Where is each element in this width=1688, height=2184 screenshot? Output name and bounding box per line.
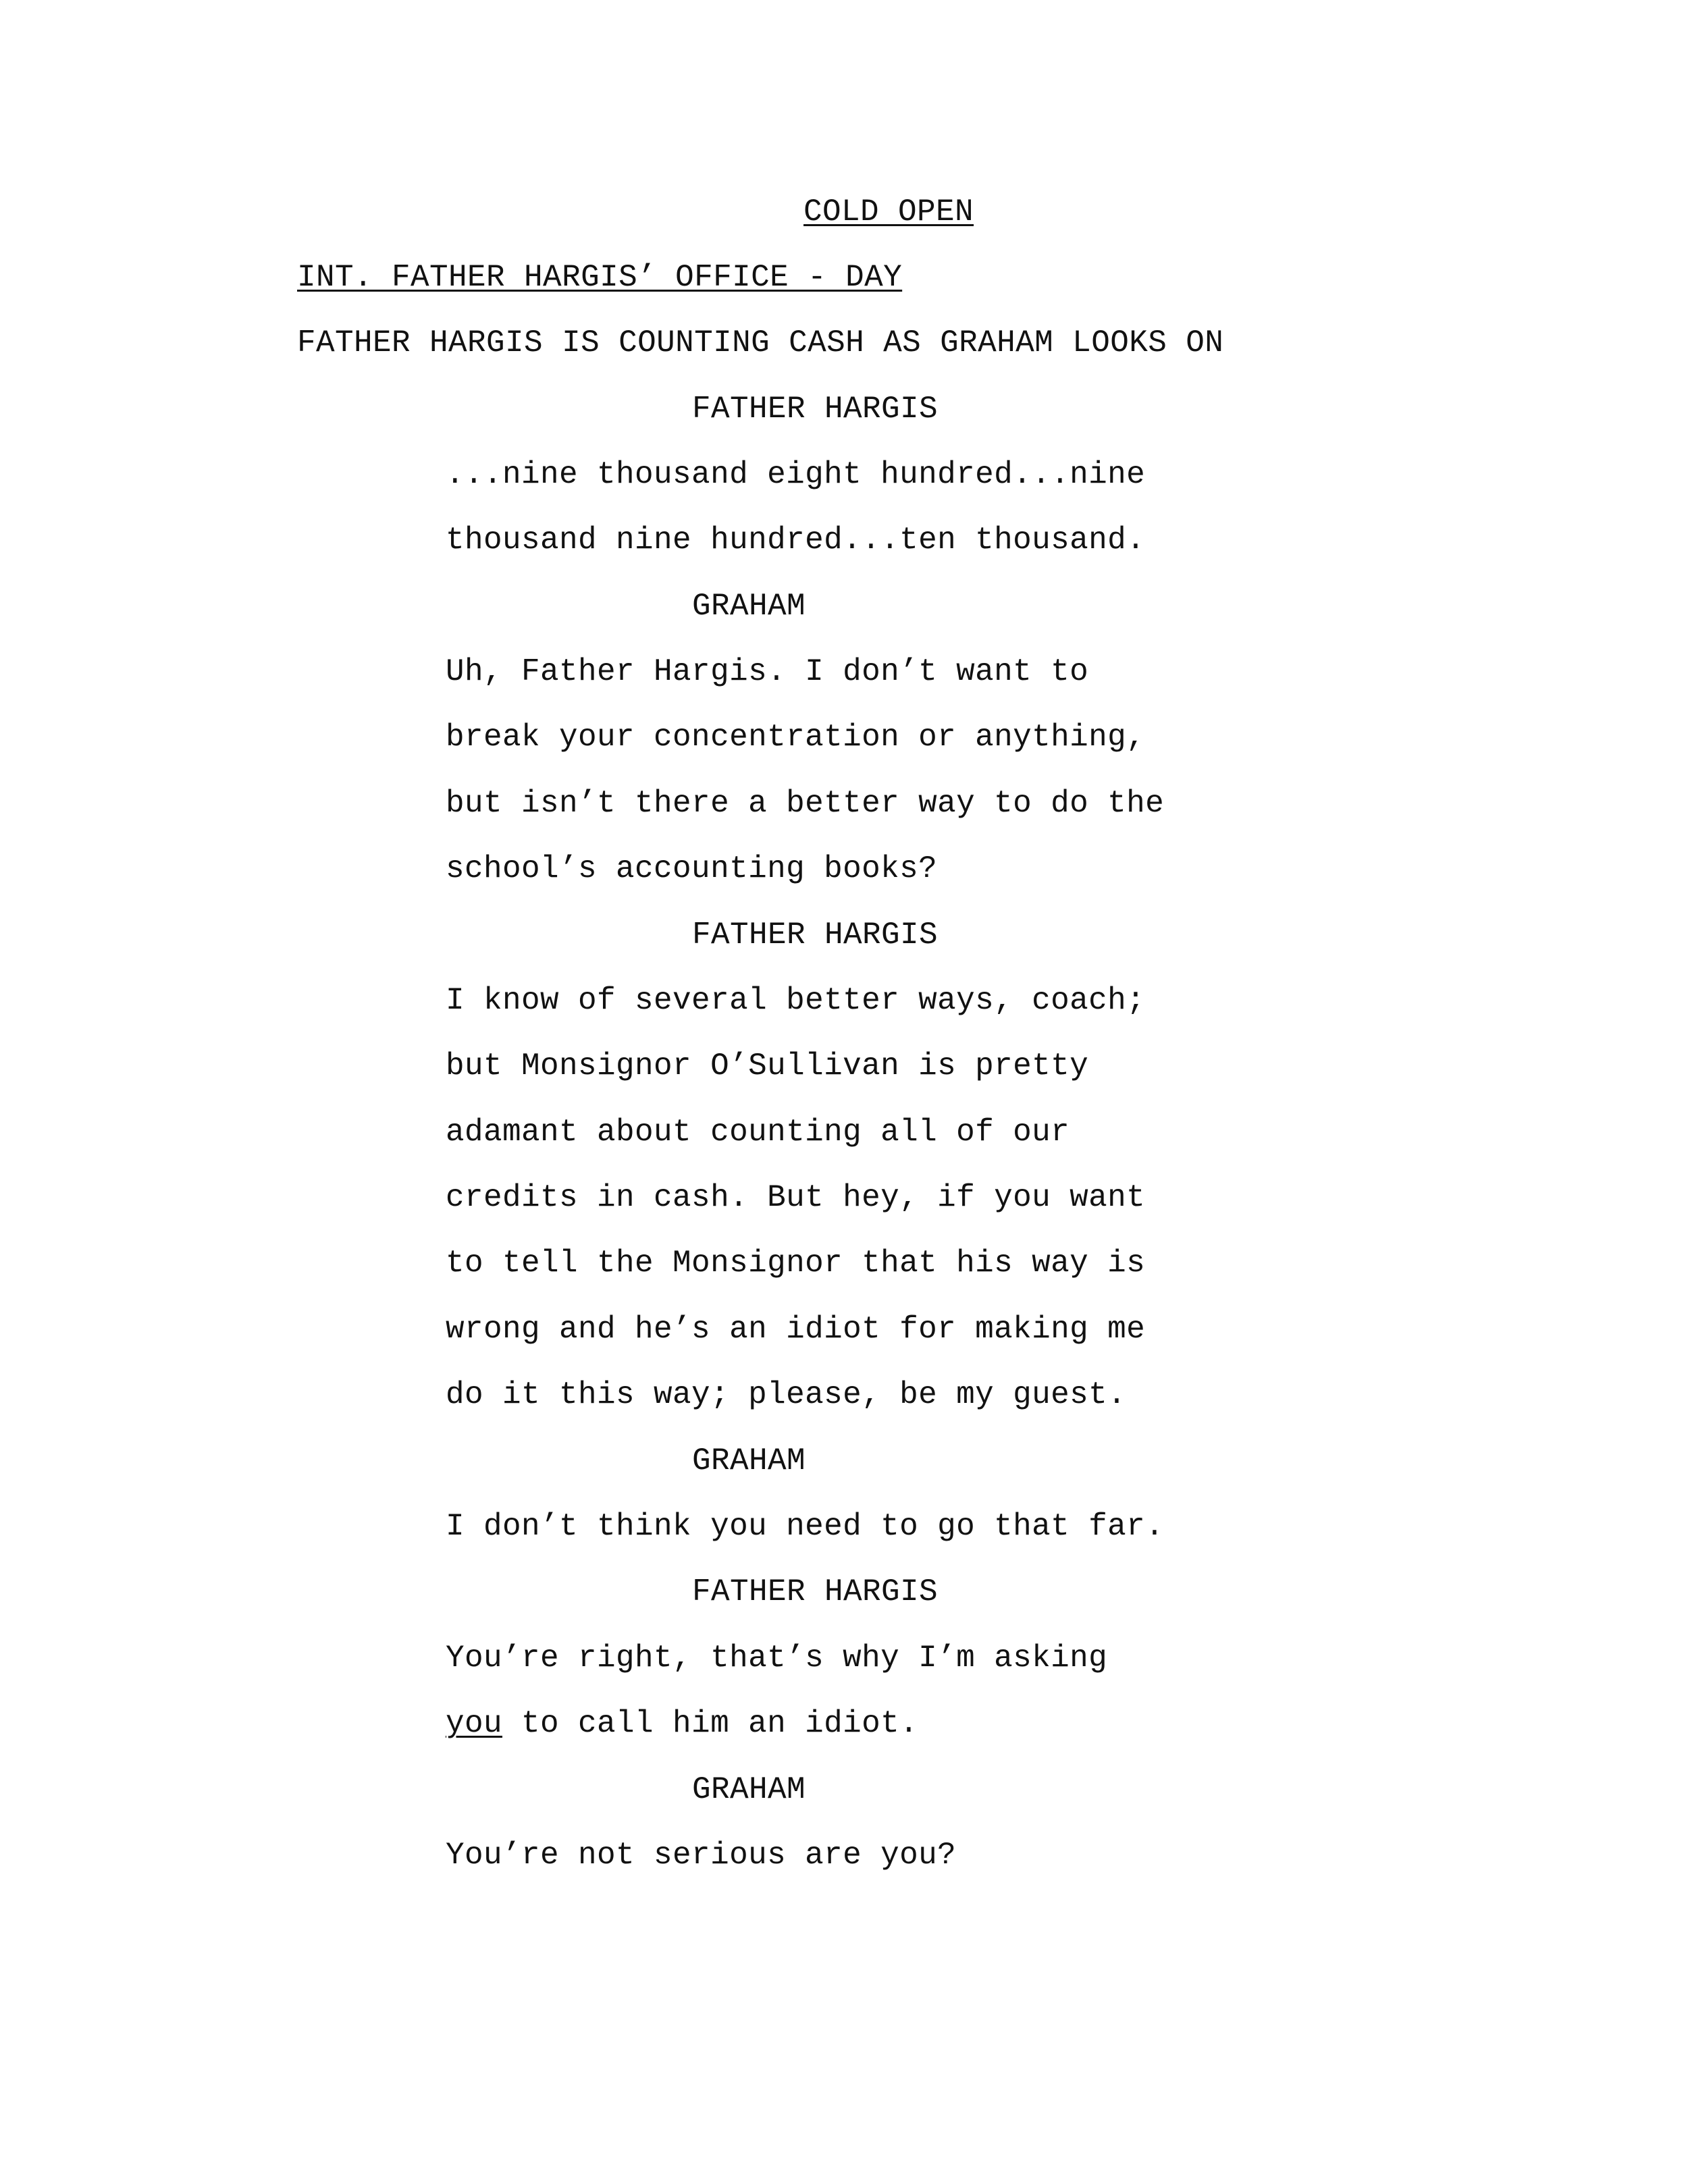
section-header: COLD OPEN xyxy=(803,194,974,230)
dialogue-line: adamant about counting all of our xyxy=(446,1115,1070,1150)
dialogue-line-emphasis xyxy=(446,1705,918,1742)
character-name: FATHER HARGIS xyxy=(692,917,939,953)
dialogue-line: but Monsignor O’Sullivan is pretty xyxy=(446,1048,1089,1084)
character-name: GRAHAM xyxy=(692,589,806,624)
dialogue-line: I don’t think you need to go that far. xyxy=(446,1509,1165,1544)
character-name: GRAHAM xyxy=(692,1772,806,1807)
dialogue-line: do it this way; please, be my guest. xyxy=(446,1377,1127,1412)
dialogue-line: You’re not serious are you? xyxy=(446,1838,957,1873)
character-name: GRAHAM xyxy=(692,1443,806,1479)
dialogue-line: school’s accounting books? xyxy=(446,851,938,886)
dialogue-line: wrong and he’s an idiot for making me xyxy=(446,1312,1146,1347)
dialogue-line: I know of several better ways, coach; xyxy=(446,983,1146,1018)
dialogue-line: to tell the Monsignor that his way is xyxy=(446,1246,1146,1281)
character-name: FATHER HARGIS xyxy=(692,1574,939,1609)
dialogue-line: credits in cash. But hey, if you want xyxy=(446,1180,1146,1215)
emphasized-word: you xyxy=(446,1706,503,1741)
scene-heading: INT. FATHER HARGIS’ OFFICE - DAY xyxy=(297,260,903,295)
dialogue-line: You’re right, that’s why I’m asking xyxy=(446,1641,1108,1676)
character-name: FATHER HARGIS xyxy=(692,392,939,427)
dialogue-line: Uh, Father Hargis. I don’t want to xyxy=(446,654,1089,689)
dialogue-line: break your concentration or anything, xyxy=(446,720,1146,755)
dialogue-line: but isn’t there a better way to do the xyxy=(446,786,1165,821)
dialogue-line: ...nine thousand eight hundred...nine xyxy=(446,457,1146,492)
dialogue-line: thousand nine hundred...ten thousand. xyxy=(446,523,1146,558)
action-line: FATHER HARGIS IS COUNTING CASH AS GRAHAM LOOKS ON xyxy=(297,325,1224,361)
dialogue-line-rest: to call him an idiot. xyxy=(502,1706,919,1741)
